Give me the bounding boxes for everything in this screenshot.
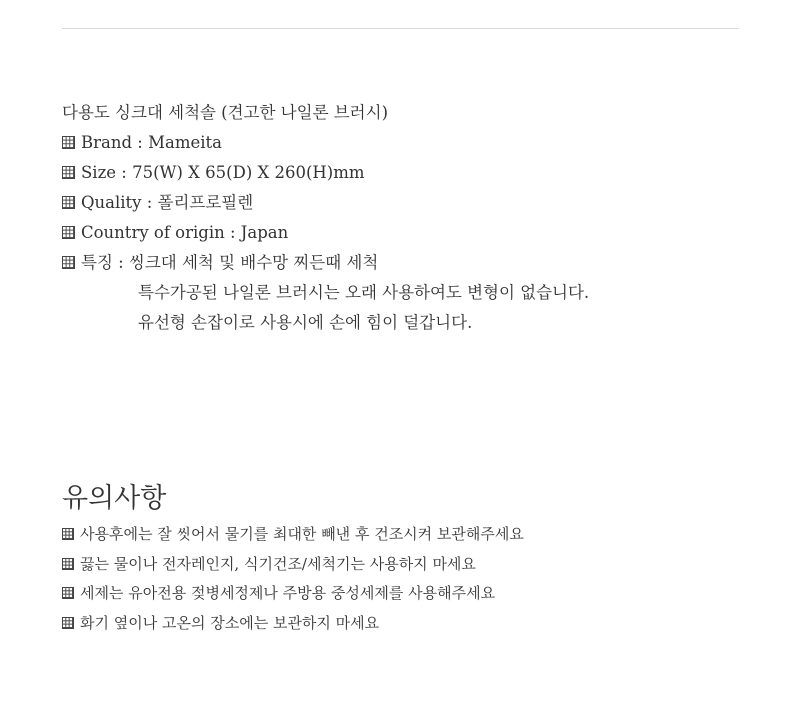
notice-item	[62, 550, 742, 580]
spec-quality-text: Quality : 폴리프로필렌	[81, 193, 254, 212]
spec-size-text: Size : 75(W) X 65(D) X 260(H)mm	[81, 163, 365, 182]
notice-item	[62, 579, 742, 609]
notice-title: 유의사항	[62, 483, 167, 514]
grid-square-icon	[62, 196, 75, 209]
spec-brand-text: Brand : Mameita	[81, 133, 222, 152]
spec-feature-line-2: 특수가공된 나일론 브러시는 오래 사용하여도 변형이 없습니다.	[138, 283, 590, 302]
notice-item-text: 세제는 유아전용 젖병세정제나 주방용 중성세제를 사용해주세요	[80, 584, 496, 602]
product-spec	[62, 98, 742, 338]
spec-size	[62, 158, 742, 188]
spec-brand	[62, 128, 742, 158]
spec-quality	[62, 188, 742, 218]
top-divider	[62, 28, 739, 29]
product-title: 다용도 싱크대 세척솔 (견고한 나일론 브러시)	[62, 103, 389, 122]
spec-feature	[62, 248, 742, 278]
grid-square-icon	[62, 587, 74, 599]
grid-square-icon	[62, 136, 75, 149]
spec-origin	[62, 218, 742, 248]
grid-square-icon	[62, 528, 74, 540]
notice-item-text: 사용후에는 잘 씻어서 물기를 최대한 빼낸 후 건조시켜 보관해주세요	[80, 525, 524, 543]
spec-feature-line-3: 유선형 손잡이로 사용시에 손에 힘이 덜갑니다.	[138, 313, 473, 332]
spec-feature-text: 특징 : 씽크대 세척 및 배수망 찌든때 세척	[81, 253, 379, 272]
notice-list	[62, 520, 742, 638]
grid-square-icon	[62, 617, 74, 629]
notice-item-text: 화기 옆이나 고온의 장소에는 보관하지 마세요	[80, 613, 380, 632]
notice-item	[62, 520, 742, 550]
notice-item-text: 끓는 물이나 전자레인지, 식기건조/세척기는 사용하지 마세요	[80, 554, 476, 573]
grid-square-icon	[62, 226, 75, 239]
grid-square-icon	[62, 166, 75, 179]
notice-item	[62, 609, 742, 639]
grid-square-icon	[62, 256, 75, 269]
spec-origin-text: Country of origin : Japan	[81, 223, 289, 242]
grid-square-icon	[62, 558, 74, 570]
